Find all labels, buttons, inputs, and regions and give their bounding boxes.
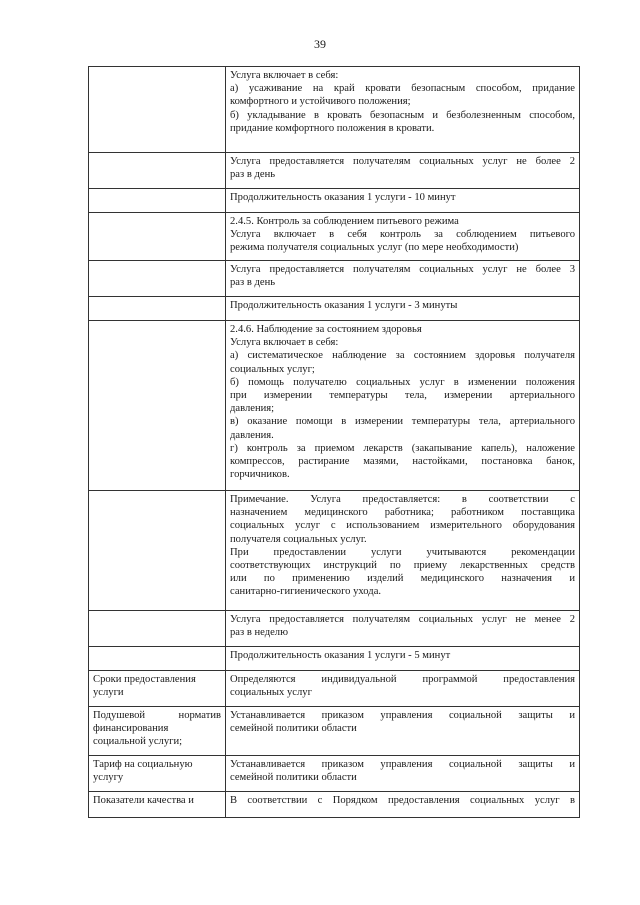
content-line: Услуга предоставляется получателям социальных услуг не более 3 — [230, 264, 575, 275]
table-row — [89, 756, 580, 792]
label-line: Тариф на социальную — [93, 759, 193, 770]
row-content-cell — [226, 321, 580, 491]
row-content-cell — [226, 491, 580, 611]
content-line: в) оказание помощи в измерении температуры тела, артериального — [230, 416, 575, 428]
label-line: Сроки предоставления — [93, 674, 196, 685]
table-row — [89, 792, 580, 818]
row-label-cell — [89, 671, 226, 707]
label-line: финансирования — [93, 723, 169, 735]
content-line: получателя социальных услуг. — [230, 533, 367, 545]
content-line: комфортного и устойчивого положения; — [230, 96, 411, 108]
row-label-cell — [89, 647, 226, 671]
content-line: Услуга предоставляется получателям социальных услуг не более 2 — [230, 156, 575, 167]
row-content-cell — [226, 707, 580, 756]
row-label-cell — [89, 67, 226, 153]
content-line: социальных услуг с использованием измерительного оборудования — [230, 520, 575, 532]
content-line: при измерении температуры тела, измерении артериального — [230, 390, 575, 402]
row-label-cell — [89, 297, 226, 321]
table-row — [89, 707, 580, 756]
content-line: социальных услуг; — [230, 363, 315, 375]
content-line: б) помощь получателю социальных услуг в изменении положения — [230, 376, 575, 388]
content-line: семейной политики области — [230, 723, 357, 735]
row-content-cell — [226, 611, 580, 647]
row-label-cell — [89, 491, 226, 611]
content-line: г) контроль за приемом лекарств (закапывание капель), наложение — [230, 442, 575, 454]
row-content-cell — [226, 261, 580, 297]
label-line: Показатели качества и — [93, 795, 194, 806]
content-line: а) усаживание на край кровати безопасным способом, придание — [230, 83, 575, 95]
content-line: придание комфортного положения в кровати. — [230, 122, 435, 134]
table-row — [89, 67, 580, 153]
content-line: социальных услуг — [230, 687, 312, 699]
row-label-cell — [89, 321, 226, 491]
table-row — [89, 491, 580, 611]
content-line: компрессов, растирание мазями, настойками, постановка банок, — [230, 456, 575, 468]
content-line: Услуга включает в себя: — [230, 70, 339, 81]
table-row — [89, 611, 580, 647]
content-line: горчичников. — [230, 469, 290, 481]
content-line: Продолжительность оказания 1 услуги - 5 минут — [230, 650, 451, 661]
row-content-cell — [226, 756, 580, 792]
content-line: раз в день — [230, 169, 276, 181]
table-row — [89, 297, 580, 321]
content-line: При предоставлении услуги учитываются рекомендации — [230, 546, 575, 558]
row-label-cell — [89, 153, 226, 189]
table-row — [89, 153, 580, 189]
row-content-cell — [226, 189, 580, 213]
content-line: раз в неделю — [230, 627, 289, 639]
label-line: Подушевой норматив — [93, 710, 221, 721]
table-row — [89, 213, 580, 261]
content-line: раз в день — [230, 277, 276, 289]
content-line: назначением медицинского работника; работником поставщика — [230, 507, 575, 519]
row-content-cell — [226, 297, 580, 321]
table-row — [89, 261, 580, 297]
row-content-cell — [226, 671, 580, 707]
row-content-cell — [226, 792, 580, 818]
services-table — [88, 66, 580, 818]
content-line: соответствующих инструкций по приему лекарственных средств — [230, 560, 575, 572]
content-line: Устанавливается приказом управления социальной защиты и — [230, 710, 575, 721]
row-content-cell — [226, 67, 580, 153]
content-line: 2.4.5. Контроль за соблюдением питьевого режима — [230, 216, 459, 227]
row-content-cell — [226, 153, 580, 189]
content-line: Определяются индивидуальной программой предоставления — [230, 674, 575, 685]
content-line: Продолжительность оказания 1 услуги - 3 минуты — [230, 300, 458, 311]
content-line: санитарно-гигиенического ухода. — [230, 586, 382, 598]
table-row — [89, 321, 580, 491]
table-row — [89, 647, 580, 671]
row-content-cell — [226, 647, 580, 671]
table-row — [89, 671, 580, 707]
content-line: режима получателя социальных услуг (по мере необходимости) — [230, 242, 519, 254]
content-line: Продолжительность оказания 1 услуги - 10 минут — [230, 192, 456, 203]
row-label-cell — [89, 189, 226, 213]
page-number: 39 — [314, 37, 326, 51]
row-label-cell — [89, 213, 226, 261]
label-line: услугу — [93, 772, 124, 784]
content-line: или по применению изделий медицинского назначения и — [230, 573, 575, 585]
label-line: социальной услуги; — [93, 736, 183, 748]
content-line: Услуга предоставляется получателям социальных услуг не менее 2 — [230, 614, 575, 625]
content-line: давления. — [230, 429, 274, 441]
content-line: Услуга включает в себя: — [230, 337, 339, 349]
content-line: а) систематическое наблюдение за состоянием здоровья получателя — [230, 350, 575, 362]
row-label-cell — [89, 707, 226, 756]
content-line: б) укладывание в кровать безопасным и безболезненным способом, — [230, 109, 575, 121]
table-row — [89, 189, 580, 213]
row-label-cell — [89, 756, 226, 792]
content-line: Примечание. Услуга предоставляется: в соответствии с — [230, 494, 575, 505]
row-label-cell — [89, 792, 226, 818]
content-line: В соответствии с Порядком предоставления социальных услуг в — [230, 795, 575, 806]
label-line: услуги — [93, 687, 124, 699]
content-line: Устанавливается приказом управления социальной защиты и — [230, 759, 575, 770]
row-content-cell — [226, 213, 580, 261]
row-label-cell — [89, 261, 226, 297]
content-line: давления; — [230, 403, 275, 415]
content-line: семейной политики области — [230, 772, 357, 784]
content-line: 2.4.6. Наблюдение за состоянием здоровья — [230, 324, 422, 335]
row-label-cell — [89, 611, 226, 647]
content-line: Услуга включает в себя контроль за соблюдением питьевого — [230, 229, 575, 241]
